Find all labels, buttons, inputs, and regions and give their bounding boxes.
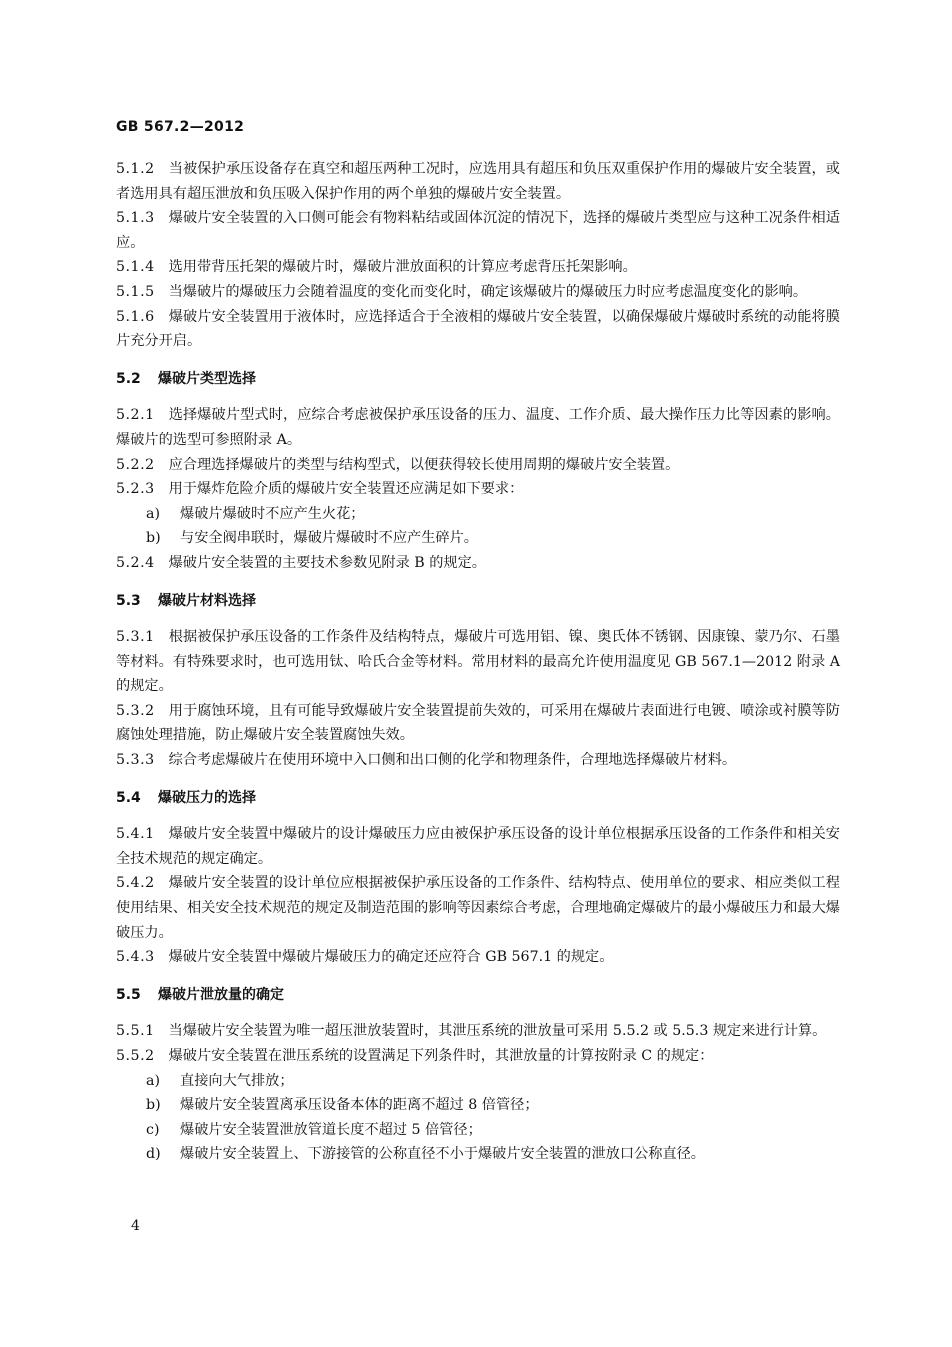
clause-number: 5.3.2 [116,702,155,719]
clause-paragraph [116,157,840,206]
list-item-text: 爆破片安全装置上、下游接管的公称直径不小于爆破片安全装置的泄放口公称直径。 [180,1146,705,1163]
section-title: 爆破压力的选择 [158,789,256,806]
clause-number: 5.2.3 [116,481,155,498]
list-item-label: c) [146,1121,160,1138]
list-item [116,502,840,527]
document-code: GB 567.2—2012 [116,119,245,135]
clause-number: 5.4.2 [116,875,155,892]
clause-paragraph [116,1019,840,1044]
section-number: 5.2 [116,370,141,387]
clause-text: 当爆破片的爆破压力会随着温度的变化而变化时，确定该爆破片的爆破压力时应考虑温度变化的影响。 [168,283,808,300]
clause-text: 爆破片安全装置的设计单位应根据被保护承压设备的工作条件、结构特点、使用单位的要求、相应类似工程使用结果、相关安全技术规范的规定及制造范围的影响等因素综合考虑，合理地确定爆破片的最小爆破压力和最大爆破压力。 [116,875,840,941]
section-title: 爆破片泄放量的确定 [158,986,284,1003]
clause-number: 5.5.1 [116,1023,155,1040]
clause-number: 5.2.4 [116,554,155,571]
clause-paragraph [116,280,840,305]
section-title: 爆破片类型选择 [158,370,256,387]
section-heading [116,786,840,811]
list-item-text: 与安全阀串联时，爆破片爆破时不应产生碎片。 [180,530,478,547]
section-heading [116,983,840,1008]
clause-paragraph [116,748,840,773]
clause-number: 5.1.4 [116,259,155,276]
section-heading [116,589,840,614]
clause-paragraph [116,477,840,502]
list-item-label: d) [146,1146,161,1163]
clause-number: 5.2.1 [116,407,155,424]
clause-paragraph [116,206,840,255]
page-number: 4 [131,1218,140,1234]
clause-number: 5.3.1 [116,629,155,646]
list-item-text: 爆破片安全装置离承压设备本体的距离不超过 8 倍管径； [180,1097,539,1114]
section-number: 5.5 [116,986,141,1003]
list-item-text: 直接向大气排放； [180,1072,294,1089]
list-item-text: 爆破片安全装置泄放管道长度不超过 5 倍管径； [180,1121,482,1138]
document-body [116,157,840,1167]
clause-text: 综合考虑爆破片在使用环境中入口侧和出口侧的化学和物理条件，合理地选择爆破片材料。 [168,752,737,769]
list-item-label: a) [146,1072,160,1089]
clause-paragraph [116,1044,840,1069]
clause-paragraph [116,625,840,699]
list-item [116,1142,840,1167]
clause-text: 爆破片安全装置的入口侧可能会有物料粘结或固体沉淀的情况下，选择的爆破片类型应与这种工况条件相适应。 [116,210,840,251]
clause-text: 选用带背压托架的爆破片时，爆破片泄放面积的计算应考虑背压托架影响。 [168,259,637,276]
list-item [116,1118,840,1143]
clause-number: 5.1.2 [116,161,155,177]
clause-paragraph [116,945,840,970]
clause-number: 5.1.6 [116,308,155,325]
clause-text: 爆破片安全装置中爆破片的设计爆破压力应由被保护承压设备的设计单位根据承压设备的工作条件和相关安全技术规范的规定确定。 [116,826,840,867]
clause-text: 爆破片安全装置的主要技术参数见附录 B 的规定。 [168,554,486,571]
clause-text: 当爆破片安全装置为唯一超压泄放装置时，其泄压系统的泄放量可采用 5.5.2 或 5.5.3 规定来进行计算。 [168,1023,827,1040]
clause-number: 5.3.3 [116,752,155,769]
list-item [116,1069,840,1094]
clause-text: 选择爆破片型式时，应综合考虑被保护承压设备的压力、温度、工作介质、最大操作压力比等因素的影响。爆破片的选型可参照附录 A。 [116,407,840,448]
clause-paragraph [116,699,840,748]
clause-paragraph [116,822,840,871]
clause-text: 用于腐蚀环境，且有可能导致爆破片安全装置提前失效的，可采用在爆破片表面进行电镀、喷涂或衬膜等防腐蚀处理措施，防止爆破片安全装置腐蚀失效。 [116,702,840,744]
section-number: 5.4 [116,789,141,806]
clause-number: 5.1.3 [116,210,155,227]
clause-text: 当被保护承压设备存在真空和超压两种工况时，应选用具有超压和负压双重保护作用的爆破片安全装置，或者选用具有超压泄放和负压吸入保护作用的两个单独的爆破片安全装置。 [116,161,840,202]
list-item-label: b) [146,1097,161,1114]
clause-text: 爆破片安全装置用于液体时，应选择适合于全液相的爆破片安全装置，以确保爆破片爆破时系统的动能将膜片充分开启。 [116,308,840,350]
clause-paragraph [116,453,840,478]
clause-paragraph [116,255,840,280]
clause-text: 爆破片安全装置在泄压系统的设置满足下列条件时，其泄放量的计算按附录 C 的规定： [168,1048,714,1064]
clause-number: 5.2.2 [116,456,155,473]
list-item-text: 爆破片爆破时不应产生火花； [180,505,365,522]
clause-paragraph [116,403,840,452]
clause-paragraph [116,305,840,354]
clause-paragraph [116,871,840,945]
clause-number: 5.5.2 [116,1048,155,1064]
clause-number: 5.4.3 [116,949,155,966]
list-item [116,1093,840,1118]
section-heading [116,367,840,392]
clause-number: 5.1.5 [116,283,155,300]
list-item-label: a) [146,505,160,522]
clause-text: 用于爆炸危险介质的爆破片安全装置还应满足如下要求： [168,481,524,498]
clause-number: 5.4.1 [116,826,155,843]
clause-text: 根据被保护承压设备的工作条件及结构特点，爆破片可选用铝、镍、奥氏体不锈钢、因康镍、蒙乃尔、石墨等材料。有特殊要求时，也可选用钛、哈氏合金等材料。常用材料的最高允许使用温度见 GB 567.1—2012 附录 A 的规定。 [116,629,840,695]
section-number: 5.3 [116,592,141,609]
list-item-label: b) [146,530,161,547]
list-item [116,526,840,551]
clause-paragraph [116,551,840,576]
clause-text: 应合理选择爆破片的类型与结构型式，以便获得较长使用周期的爆破片安全装置。 [168,456,680,473]
clause-text: 爆破片安全装置中爆破片爆破压力的确定还应符合 GB 567.1 的规定。 [168,949,614,966]
section-title: 爆破片材料选择 [158,592,256,609]
